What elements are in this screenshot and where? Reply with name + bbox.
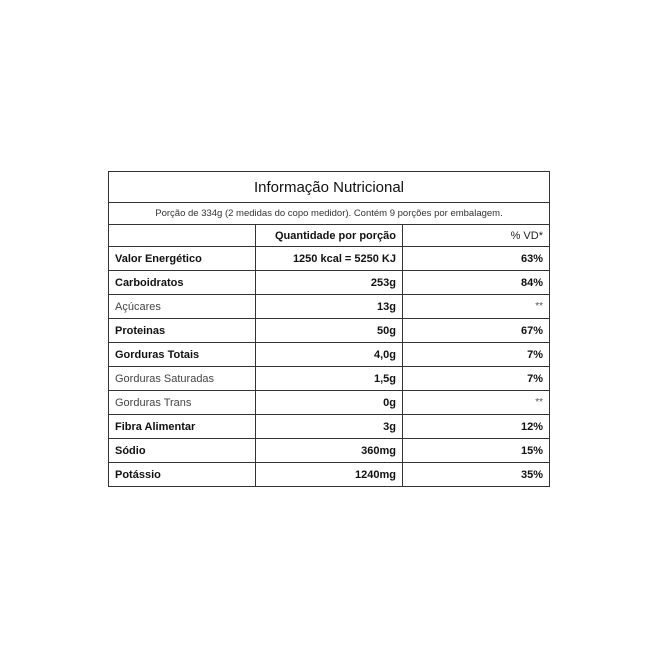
nutrient-quantity: 3g xyxy=(256,415,403,439)
header-dv: % VD* xyxy=(403,225,550,247)
nutrient-name: Açúcares xyxy=(109,295,256,319)
nutrient-name: Sódio xyxy=(109,439,256,463)
nutrient-row xyxy=(109,343,550,367)
nutrient-quantity: 4,0g xyxy=(256,343,403,367)
title-row xyxy=(109,172,550,203)
nutrient-daily-value: 15% xyxy=(403,439,550,463)
header-nutrient xyxy=(109,225,256,247)
nutrient-row xyxy=(109,391,550,415)
nutrition-facts-label xyxy=(108,171,549,487)
header-row xyxy=(109,225,550,247)
nutrient-name: Gorduras Totais xyxy=(109,343,256,367)
nutrient-row xyxy=(109,271,550,295)
nutrient-daily-value: 7% xyxy=(403,367,550,391)
nutrient-quantity: 1250 kcal = 5250 KJ xyxy=(256,247,403,271)
nutrient-daily-value: 35% xyxy=(403,463,550,487)
nutrient-quantity: 360mg xyxy=(256,439,403,463)
header-quantity: Quantidade por porção xyxy=(256,225,403,247)
nutrient-quantity: 13g xyxy=(256,295,403,319)
nutrient-name: Gorduras Saturadas xyxy=(109,367,256,391)
serving-row xyxy=(109,203,550,225)
nutrient-name: Fibra Alimentar xyxy=(109,415,256,439)
nutrient-quantity: 253g xyxy=(256,271,403,295)
nutrient-daily-value: 63% xyxy=(403,247,550,271)
nutrient-quantity: 50g xyxy=(256,319,403,343)
nutrient-daily-value: 12% xyxy=(403,415,550,439)
nutrient-row xyxy=(109,367,550,391)
nutrient-name: Potássio xyxy=(109,463,256,487)
nutrient-name: Gorduras Trans xyxy=(109,391,256,415)
nutrient-row xyxy=(109,319,550,343)
nutrient-quantity: 0g xyxy=(256,391,403,415)
nutrient-row xyxy=(109,463,550,487)
nutrient-row xyxy=(109,295,550,319)
nutrient-name: Carboidratos xyxy=(109,271,256,295)
nutrient-quantity: 1240mg xyxy=(256,463,403,487)
nutrient-daily-value: 7% xyxy=(403,343,550,367)
nutrient-rows xyxy=(109,247,550,487)
nutrient-row xyxy=(109,247,550,271)
nutrient-daily-value: ** xyxy=(403,391,550,415)
nutrient-daily-value: 84% xyxy=(403,271,550,295)
nutrient-quantity: 1,5g xyxy=(256,367,403,391)
nutrient-row xyxy=(109,439,550,463)
nutrient-name: Valor Energético xyxy=(109,247,256,271)
nutrient-row xyxy=(109,415,550,439)
serving-info: Porção de 334g (2 medidas do copo medidor). Contém 9 porções por embalagem. xyxy=(109,203,550,225)
label-title: Informação Nutricional xyxy=(109,172,550,203)
nutrition-table xyxy=(108,171,550,487)
nutrient-name: Proteinas xyxy=(109,319,256,343)
nutrient-daily-value: 67% xyxy=(403,319,550,343)
nutrient-daily-value: ** xyxy=(403,295,550,319)
